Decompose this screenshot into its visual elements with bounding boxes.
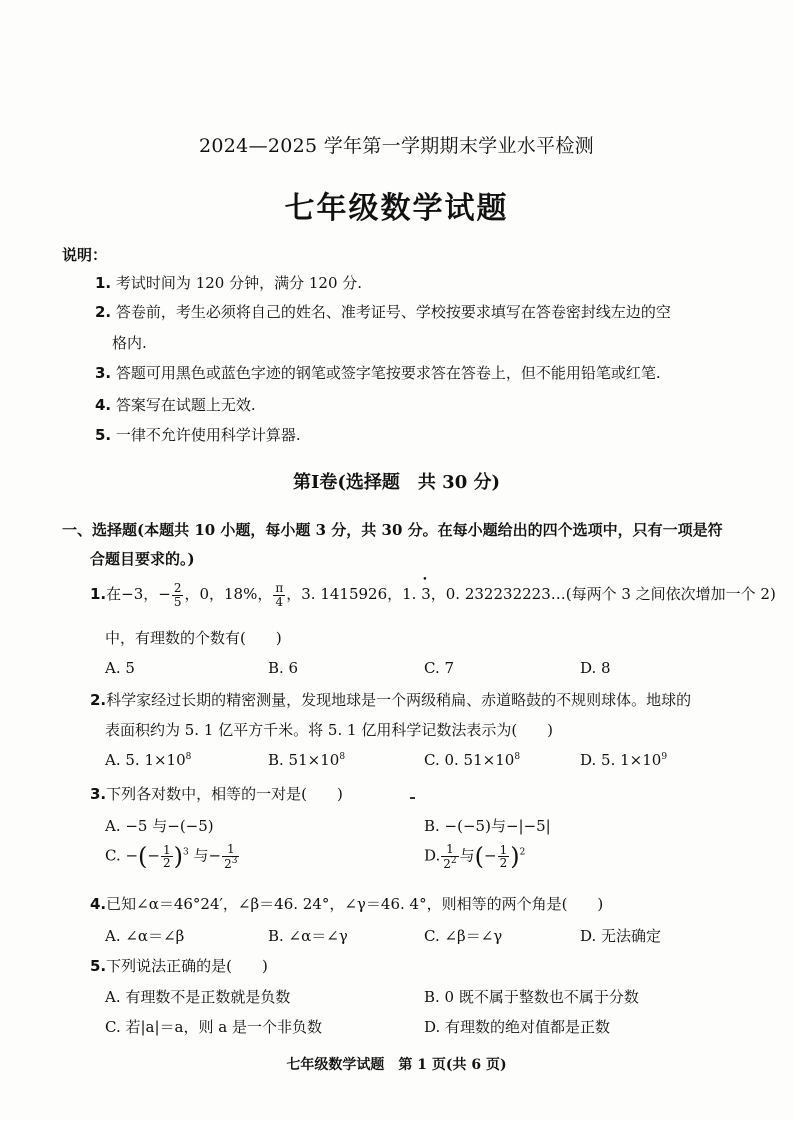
- stray-mark: [410, 797, 415, 799]
- page-footer: 七年级数学试题 第 1 页(共 6 页): [286, 1057, 507, 1073]
- option-b: B. −(−5)与−|−5|: [424, 817, 551, 835]
- part-instructions-cont: 合题目要求的。): [90, 550, 195, 568]
- option-a: A. −5 与−(−5): [105, 817, 214, 835]
- option-d: D. 有理数的绝对值都是正数: [424, 1018, 611, 1036]
- option-b: B. $51\times 10^8$: [268, 751, 346, 769]
- option-b: B. ∠α＝∠γ: [268, 927, 348, 945]
- section-title: 第Ⅰ卷(选择题 共 30 分): [292, 472, 501, 493]
- note-item-cont: 格内.: [112, 334, 147, 352]
- option-c: C. 若|a|＝a，则 a 是一个非负数: [105, 1018, 322, 1036]
- question-2-stem: 2.科学家经过长期的精密测量，发现地球是一个两级稍扁、赤道略鼓的不规则球体。地球的: [90, 691, 692, 709]
- option-a: A. 有理数不是正数就是负数: [105, 988, 291, 1006]
- question-2-line2: 表面积约为 5. 1 亿平方千米。将 5. 1 亿用科学记数法表示为( ): [105, 721, 554, 739]
- option-c: C. −(− $\frac{1}{2}$ )$^3$ 与− $\frac{1}{2^3}$: [105, 842, 238, 871]
- option-d: D. $\frac{1}{2^2}$ 与(− $\frac{1}{2}$ )$^2$: [424, 842, 526, 871]
- note-item: 2. 答卷前，考生必须将自己的姓名、准考证号、学校按要求填写在答卷密封线左边的空: [95, 303, 671, 321]
- question-5-stem: 5.下列说法正确的是( ): [90, 957, 268, 975]
- note-item: 3. 答题可用黑色或蓝色字迹的钢笔或签字笔按要求答在答卷上，但不能用铅笔或红笔.: [95, 364, 661, 382]
- option-c: C. ∠β＝∠γ: [424, 927, 503, 945]
- option-d: D. 无法确定: [580, 927, 662, 945]
- part-instructions: 一、选择题(本题共 10 小题，每小题 3 分，共 30 分。在每小题给出的四个选项中，只有一项是符: [62, 521, 723, 539]
- note-item: 1. 考试时间为 120 分钟，满分 120 分.: [95, 274, 363, 292]
- option-a: A. 5. $1\times 10^8$: [105, 751, 192, 769]
- question-3-stem: 3.下列各对数中，相等的一对是( ): [90, 785, 343, 803]
- option-b: B. 0 既不属于整数也不属于分数: [424, 988, 639, 1006]
- question-1-line2: 中，有理数的个数有( ): [105, 629, 282, 647]
- option-d: D. 5. $1\times 10^9$: [580, 751, 668, 769]
- note-item: 5. 一律不允许使用科学计算器.: [95, 426, 301, 444]
- question-4-stem: 4.已知∠α＝46°24′，∠β＝46. 24°，∠γ＝46. 4°，则相等的两个角是( ): [90, 895, 604, 913]
- question-1-stem: 1.在−3，− $\frac{2}{5}$ ，0，18%， $\frac{\pi}{4}$ ，3. 1415926，1. • 3，0. 232232223…(每两个 3 之间依次增加一个 2): [90, 582, 776, 608]
- option-c: C. 0. $51\times 10^8$: [424, 751, 521, 769]
- fraction: $\frac{\pi}{4}$: [275, 581, 284, 609]
- option-a: A. 5: [105, 659, 135, 677]
- exam-header: 2024—2025 学年第一学期期末学业水平检测: [199, 135, 594, 157]
- notes-label: 说明：: [62, 246, 108, 264]
- option-c: C. 7: [424, 659, 455, 677]
- option-b: B. 6: [268, 659, 299, 677]
- option-d: D. 8: [580, 659, 611, 677]
- fraction: $\frac{2}{5}$: [173, 581, 182, 609]
- note-item: 4. 答案写在试题上无效.: [95, 396, 256, 414]
- page-title: 七年级数学试题: [284, 191, 509, 226]
- option-a: A. ∠α＝∠β: [105, 927, 185, 945]
- repeating-decimal-dot: • 3: [421, 585, 431, 603]
